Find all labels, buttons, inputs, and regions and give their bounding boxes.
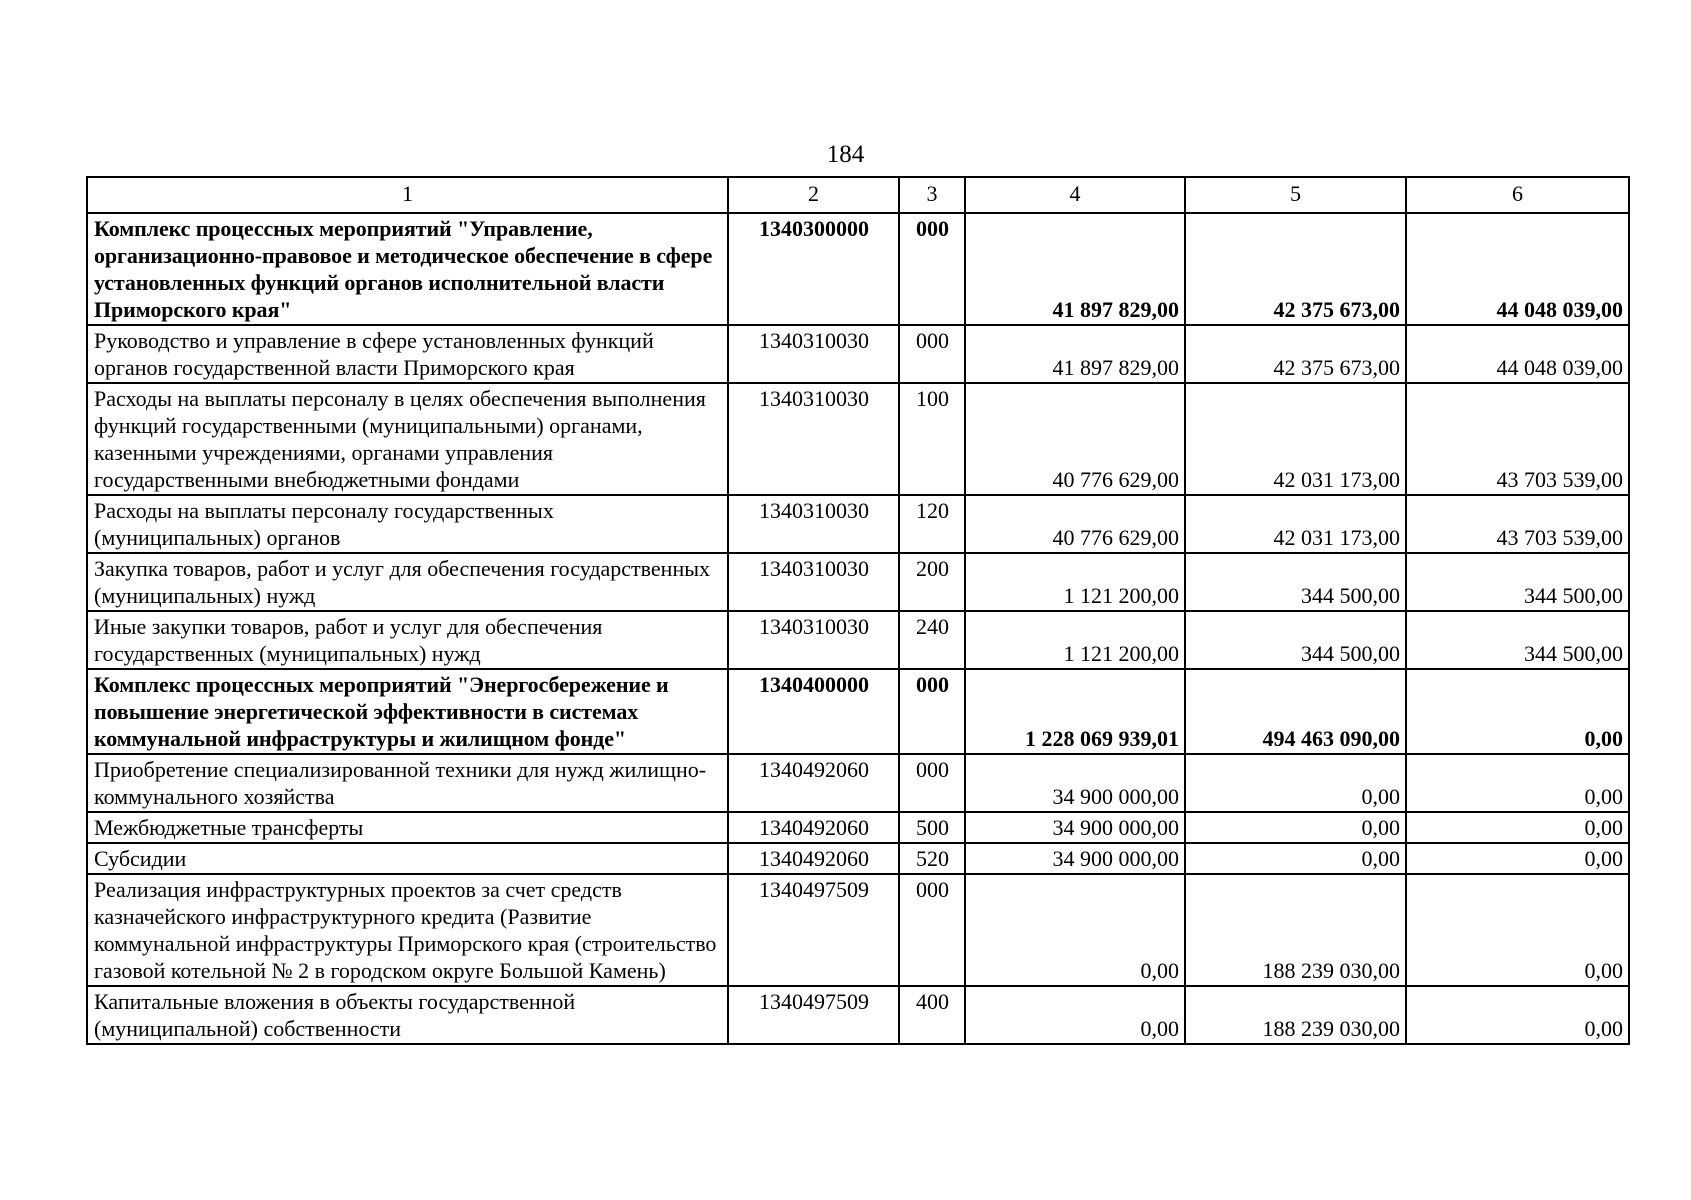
- amount-col4: 41 897 829,00: [965, 325, 1185, 383]
- target-code: 1340300000: [728, 213, 899, 325]
- target-code: 1340310030: [728, 611, 899, 669]
- row-name: Приобретение специализированной техники для нужд жилищно-коммунального хозяйства: [87, 754, 728, 812]
- row-name: Реализация инфраструктурных проектов за счет средств казначейского инфраструктурного кредита (Развитие коммунальной инфраструктуры Приморского края (строительство газовой котельной № 2 в городском округе Большой Камень): [87, 874, 728, 986]
- expense-kind: 100: [899, 383, 965, 495]
- expense-kind: 000: [899, 754, 965, 812]
- amount-col5: 42 031 173,00: [1185, 383, 1406, 495]
- amount-col5: 0,00: [1185, 812, 1406, 843]
- table-row: [87, 611, 1629, 669]
- row-name: Руководство и управление в сфере установленных функций органов государственной власти Приморского края: [87, 325, 728, 383]
- amount-col4: 0,00: [965, 874, 1185, 986]
- row-name: Расходы на выплаты персоналу в целях обеспечения выполнения функций государственными (муниципальными) органами, казенными учреждениями, органами управления государственными внебюджетными фондами: [87, 383, 728, 495]
- column-header: 2: [728, 177, 899, 213]
- table-row: [87, 754, 1629, 812]
- target-code: 1340400000: [728, 669, 899, 754]
- table-row: [87, 325, 1629, 383]
- row-name: Закупка товаров, работ и услуг для обеспечения государственных (муниципальных) нужд: [87, 553, 728, 611]
- amount-col4: 34 900 000,00: [965, 754, 1185, 812]
- amount-col4: 1 228 069 939,01: [965, 669, 1185, 754]
- expense-kind: 120: [899, 495, 965, 553]
- amount-col6: 344 500,00: [1406, 553, 1629, 611]
- column-header: 1: [87, 177, 728, 213]
- amount-col6: 43 703 539,00: [1406, 383, 1629, 495]
- expense-kind: 240: [899, 611, 965, 669]
- row-name: Капитальные вложения в объекты государственной (муниципальной) собственности: [87, 986, 728, 1044]
- amount-col4: 34 900 000,00: [965, 812, 1185, 843]
- target-code: 1340492060: [728, 812, 899, 843]
- table-row: [87, 383, 1629, 495]
- expense-kind: 000: [899, 325, 965, 383]
- row-name: Иные закупки товаров, работ и услуг для обеспечения государственных (муниципальных) нужд: [87, 611, 728, 669]
- target-code: 1340310030: [728, 553, 899, 611]
- column-header: 6: [1406, 177, 1629, 213]
- row-name: Комплекс процессных мероприятий "Энергосбережение и повышение энергетической эффективности в системах коммунальной инфраструктуры и жилищном фонде": [87, 669, 728, 754]
- page-number: 184: [826, 141, 865, 168]
- table-header-row: [87, 177, 1629, 213]
- table-row: [87, 213, 1629, 325]
- target-code: 1340310030: [728, 495, 899, 553]
- amount-col4: 41 897 829,00: [965, 213, 1185, 325]
- amount-col6: 0,00: [1406, 874, 1629, 986]
- expense-kind: 000: [899, 213, 965, 325]
- expense-kind: 200: [899, 553, 965, 611]
- table-row: [87, 874, 1629, 986]
- target-code: 1340497509: [728, 986, 899, 1044]
- amount-col5: 344 500,00: [1185, 553, 1406, 611]
- amount-col6: 344 500,00: [1406, 611, 1629, 669]
- table-row: [87, 669, 1629, 754]
- expense-kind: 500: [899, 812, 965, 843]
- column-header: 4: [965, 177, 1185, 213]
- amount-col6: 44 048 039,00: [1406, 325, 1629, 383]
- table-row: [87, 553, 1629, 611]
- budget-table: [86, 176, 1630, 1045]
- amount-col5: 0,00: [1185, 843, 1406, 874]
- amount-col5: 42 375 673,00: [1185, 325, 1406, 383]
- target-code: 1340492060: [728, 843, 899, 874]
- table-row: [87, 843, 1629, 874]
- expense-kind: 520: [899, 843, 965, 874]
- row-name: Межбюджетные трансферты: [87, 812, 728, 843]
- amount-col6: 0,00: [1406, 812, 1629, 843]
- expense-kind: 000: [899, 669, 965, 754]
- amount-col4: 40 776 629,00: [965, 383, 1185, 495]
- row-name: Расходы на выплаты персоналу государственных (муниципальных) органов: [87, 495, 728, 553]
- amount-col4: 1 121 200,00: [965, 611, 1185, 669]
- amount-col5: 0,00: [1185, 754, 1406, 812]
- amount-col4: 1 121 200,00: [965, 553, 1185, 611]
- amount-col4: 0,00: [965, 986, 1185, 1044]
- amount-col6: 0,00: [1406, 843, 1629, 874]
- amount-col5: 188 239 030,00: [1185, 874, 1406, 986]
- row-name: Субсидии: [87, 843, 728, 874]
- amount-col6: 0,00: [1406, 986, 1629, 1044]
- target-code: 1340497509: [728, 874, 899, 986]
- target-code: 1340310030: [728, 383, 899, 495]
- amount-col5: 344 500,00: [1185, 611, 1406, 669]
- amount-col6: 0,00: [1406, 754, 1629, 812]
- target-code: 1340492060: [728, 754, 899, 812]
- amount-col6: 44 048 039,00: [1406, 213, 1629, 325]
- amount-col5: 42 031 173,00: [1185, 495, 1406, 553]
- amount-col4: 40 776 629,00: [965, 495, 1185, 553]
- amount-col5: 494 463 090,00: [1185, 669, 1406, 754]
- column-header: 3: [899, 177, 965, 213]
- expense-kind: 400: [899, 986, 965, 1044]
- table-row: [87, 986, 1629, 1044]
- amount-col5: 188 239 030,00: [1185, 986, 1406, 1044]
- row-name: Комплекс процессных мероприятий "Управление, организационно-правовое и методическое обеспечение в сфере установленных функций органов исполнительной власти Приморского края": [87, 213, 728, 325]
- column-header: 5: [1185, 177, 1406, 213]
- target-code: 1340310030: [728, 325, 899, 383]
- table-row: [87, 812, 1629, 843]
- amount-col6: 0,00: [1406, 669, 1629, 754]
- expense-kind: 000: [899, 874, 965, 986]
- amount-col4: 34 900 000,00: [965, 843, 1185, 874]
- amount-col6: 43 703 539,00: [1406, 495, 1629, 553]
- table-row: [87, 495, 1629, 553]
- amount-col5: 42 375 673,00: [1185, 213, 1406, 325]
